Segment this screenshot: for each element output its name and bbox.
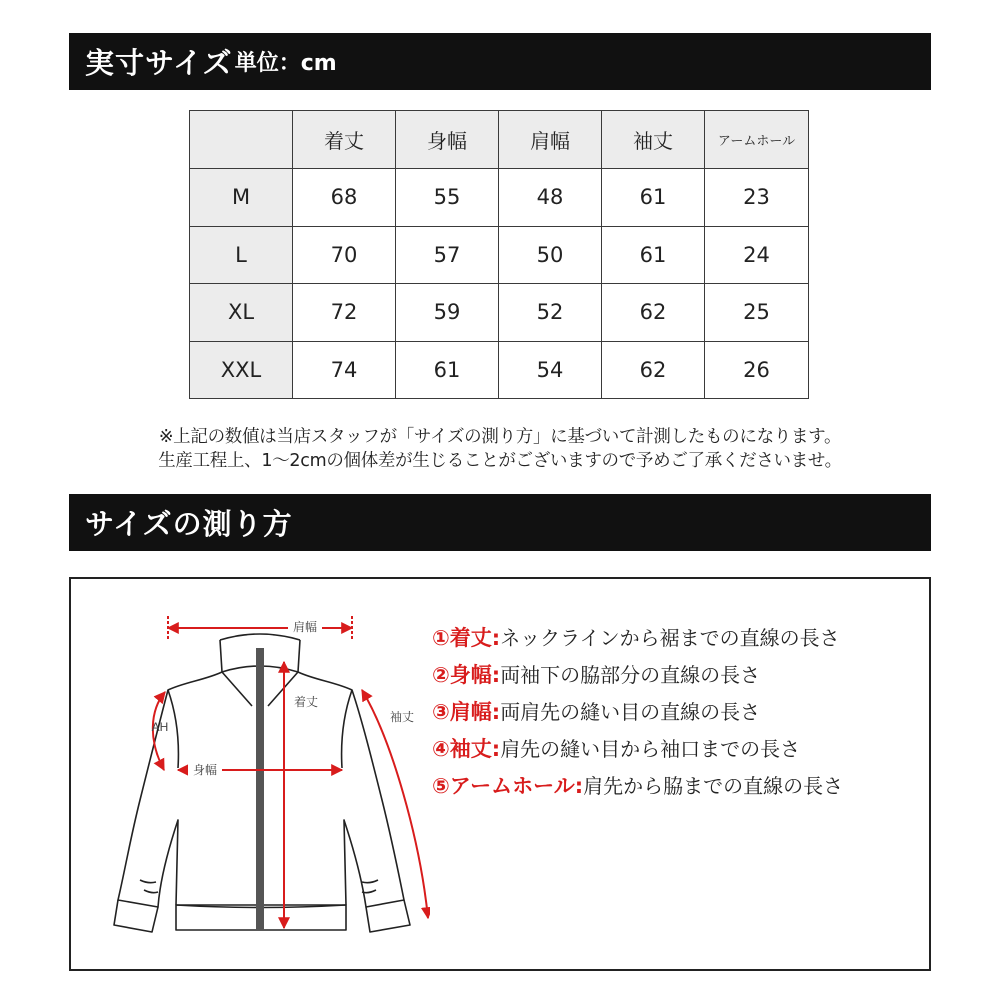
column-header: アームホール <box>705 111 809 169</box>
legend-desc: 肩先の縫い目から袖口までの長さ <box>500 737 801 761</box>
legend-item <box>432 659 760 689</box>
table-cell: 50 <box>499 226 602 284</box>
table-cell: 70 <box>293 226 396 284</box>
legend-desc: 両袖下の脇部分の直線の長さ <box>500 663 761 687</box>
table-cell: 52 <box>499 284 602 342</box>
unit-label: 単位：cm <box>234 51 337 76</box>
table-cell: 74 <box>293 341 396 399</box>
column-header: 袖丈 <box>602 111 705 169</box>
table-cell: 25 <box>705 284 809 342</box>
table-row <box>190 169 809 227</box>
legend-term: ④袖丈: <box>432 737 501 761</box>
size-table <box>189 110 809 399</box>
sleeve-label: 袖丈 <box>389 710 415 724</box>
length-label: 着丈 <box>293 695 319 709</box>
legend-desc: 両肩先の縫い目の直線の長さ <box>500 700 761 724</box>
how-to-measure-header <box>69 494 931 551</box>
column-header: 肩幅 <box>499 111 602 169</box>
column-header: 着丈 <box>293 111 396 169</box>
legend-desc: ネックラインから裾までの直線の長さ <box>500 626 840 650</box>
table-cell: 62 <box>602 341 705 399</box>
table-row <box>190 284 809 342</box>
shoulder-label: 肩幅 <box>292 620 318 634</box>
table-cell: 62 <box>602 284 705 342</box>
corner-cell <box>190 111 293 169</box>
table-row <box>190 226 809 284</box>
measurement-note: ※上記の数値は当店スタッフが「サイズの測り方」に基づいて計測したものになります。 <box>158 427 842 447</box>
table-cell: 24 <box>705 226 809 284</box>
legend-term: ③肩幅: <box>432 700 501 724</box>
legend-term: ⑤アームホール: <box>432 774 584 798</box>
legend-desc: 肩先から脇までの直線の長さ <box>583 774 844 798</box>
table-header-row <box>190 111 809 169</box>
table-cell: 23 <box>705 169 809 227</box>
legend-item <box>432 770 843 800</box>
size-chart-header <box>69 33 931 90</box>
table-cell: 57 <box>396 226 499 284</box>
zipper <box>256 648 264 930</box>
table-cell: 59 <box>396 284 499 342</box>
table-cell: 48 <box>499 169 602 227</box>
size-label: XXL <box>190 341 293 399</box>
table-cell: 72 <box>293 284 396 342</box>
table-cell: 26 <box>705 341 809 399</box>
how-to-measure-title: サイズの測り方 <box>85 507 293 541</box>
width-label: 身幅 <box>192 763 218 777</box>
table-cell: 68 <box>293 169 396 227</box>
table-cell: 61 <box>602 169 705 227</box>
table-cell: 55 <box>396 169 499 227</box>
size-label: L <box>190 226 293 284</box>
table-cell: 54 <box>499 341 602 399</box>
size-label: M <box>190 169 293 227</box>
size-chart-title: 実寸サイズ <box>85 46 233 80</box>
table-cell: 61 <box>602 226 705 284</box>
legend-term: ②身幅: <box>432 663 501 687</box>
legend-item <box>432 696 760 726</box>
legend-term: ①着丈: <box>432 626 501 650</box>
variance-note: 生産工程上、1〜2cmの個体差が生じることがございますので予めご了承くださいませ。 <box>158 451 842 471</box>
jacket-diagram <box>100 600 430 950</box>
legend-item <box>432 622 840 652</box>
ah-label: AH <box>151 720 169 734</box>
table-cell: 61 <box>396 341 499 399</box>
legend-item <box>432 733 800 763</box>
column-header: 身幅 <box>396 111 499 169</box>
table-row <box>190 341 809 399</box>
size-label: XL <box>190 284 293 342</box>
